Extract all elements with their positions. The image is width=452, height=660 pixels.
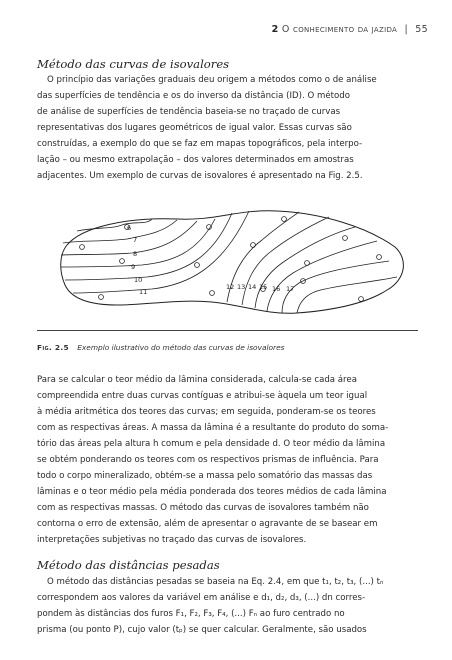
ore-body-outline: [61, 211, 404, 313]
text-line: representativas dos lugares geométricos de igual valor. Essas curvas são: [37, 123, 352, 133]
sample-point: [359, 297, 364, 302]
text-line: com as respectivas áreas. A massa da lâmina é a resultante do produto do somа-: [37, 423, 389, 433]
text-line: à média aritmética dos teores das curvas; em seguida, ponderam-se os teores: [37, 407, 376, 417]
figure-caption-text: Exemplo ilustrativo do método das curvas de isovalores: [77, 343, 285, 352]
contour-line: [65, 213, 232, 280]
text-line: Para se calcular o teor médio da lâmina considerada, calcula-se cada área: [37, 375, 357, 385]
contour-line: [77, 219, 152, 231]
section-heading-distancias: Método das distâncias pesadas: [37, 558, 220, 572]
running-header: [272, 24, 428, 35]
text-line: O método das distâncias pesadas se baseia na Eq. 2.4, em que t₁, t₂, t₃, (...) tₙ: [47, 577, 384, 587]
contour-line: [297, 277, 397, 313]
text-line: interpretações subjetivas no traçado das curvas de isovalores.: [37, 535, 307, 545]
chapter-number: 2: [271, 24, 279, 35]
figure-rule: [37, 330, 418, 331]
sample-point: [377, 255, 382, 260]
contour-label: 6: [127, 224, 132, 232]
chapter-title: O conhecimento da jazida: [281, 24, 398, 35]
sample-point: [195, 263, 200, 268]
figure-isovalores: [37, 205, 418, 325]
text-line: contorna o erro de extensão, além de apresentar o agravante de se basear em: [37, 519, 378, 529]
text-line: lação – ou mesmo extrapolação – dos valores determinados em amostras: [37, 155, 354, 165]
contour-label: 13: [237, 283, 246, 291]
text-line: prisma (ou ponto P), cujo valor (tₚ) se quer calcular. Geralmente, são usados: [37, 625, 367, 635]
sample-point: [251, 243, 256, 248]
paragraph-isovalores: [37, 72, 418, 184]
text-line: O princípio das variações graduais deu origem a métodos como o de análise: [47, 75, 377, 85]
contour-line: [267, 241, 377, 311]
contour-label: 7: [133, 236, 138, 244]
contour-label: 14: [248, 283, 257, 291]
contour-label: 17: [286, 285, 295, 293]
contour-label: 15: [259, 283, 268, 291]
text-line: com as respectivas massas. O método das curvas de isovalores também não: [37, 503, 369, 513]
header-separator: |: [404, 24, 408, 35]
contour-line: [63, 220, 177, 243]
contour-label: 10: [134, 276, 143, 284]
figure-caption: [37, 343, 284, 352]
sample-point: [282, 217, 287, 222]
text-line: todo o corpo mineralizado, obtém-se a massa pelo somatório das massas das: [37, 471, 373, 481]
figure-label: Fig. 2.5: [37, 343, 69, 352]
sample-point: [210, 291, 215, 296]
contour-label: 9: [131, 263, 136, 271]
text-line: adjacentes. Um exemplo de curvas de isovalores é apresentado na Fig. 2.5.: [37, 171, 363, 181]
text-line: compreendida entre duas curvas contíguas e atribui-se àquela um teor igual: [37, 391, 368, 401]
contour-label: 16: [272, 285, 281, 293]
paragraph-distancias: [37, 574, 418, 638]
sample-point: [99, 295, 104, 300]
sample-point: [305, 261, 310, 266]
text-line: das superfícies de tendência e os do inverso da distância (ID). O método: [37, 91, 350, 101]
text-line: se obtém ponderando os teores com os respectivos prismas de influência. Para: [37, 455, 379, 465]
text-line: lâminas e o teor médio pela média ponderada dos teores médios de cada lâmina: [37, 487, 387, 497]
text-line: de análise de superfícies de tendência baseia-se no traçado de curvas: [37, 107, 341, 117]
text-line: pondem às distâncias dos furos F₁, F₂, F₃, F₄, (...) Fₙ ao furo centrado no: [37, 609, 345, 619]
paragraph-body: [37, 372, 418, 548]
contour-label: 11: [139, 288, 148, 296]
sample-point: [343, 236, 348, 241]
section-heading-isovalores: Método das curvas de isovalores: [37, 57, 230, 71]
contour-line: [255, 227, 355, 308]
page-number: 55: [415, 24, 428, 35]
contour-label: 8: [133, 250, 138, 258]
text-line: correspondem aos valores da variável em análise e d₁, d₂, d₃, (...) dn corres-: [37, 593, 366, 603]
sample-point: [80, 245, 85, 250]
text-line: construídas, a exemplo do que se faz em mapas topográficos, pela interpo-: [37, 139, 363, 149]
contour-line: [73, 211, 249, 293]
contour-label: 12: [226, 283, 235, 291]
text-line: tório das áreas pela altura h comum e pela densidade d. O teor médio da lâmina: [37, 439, 386, 449]
sample-point: [120, 259, 125, 264]
contour-map: [37, 205, 418, 325]
